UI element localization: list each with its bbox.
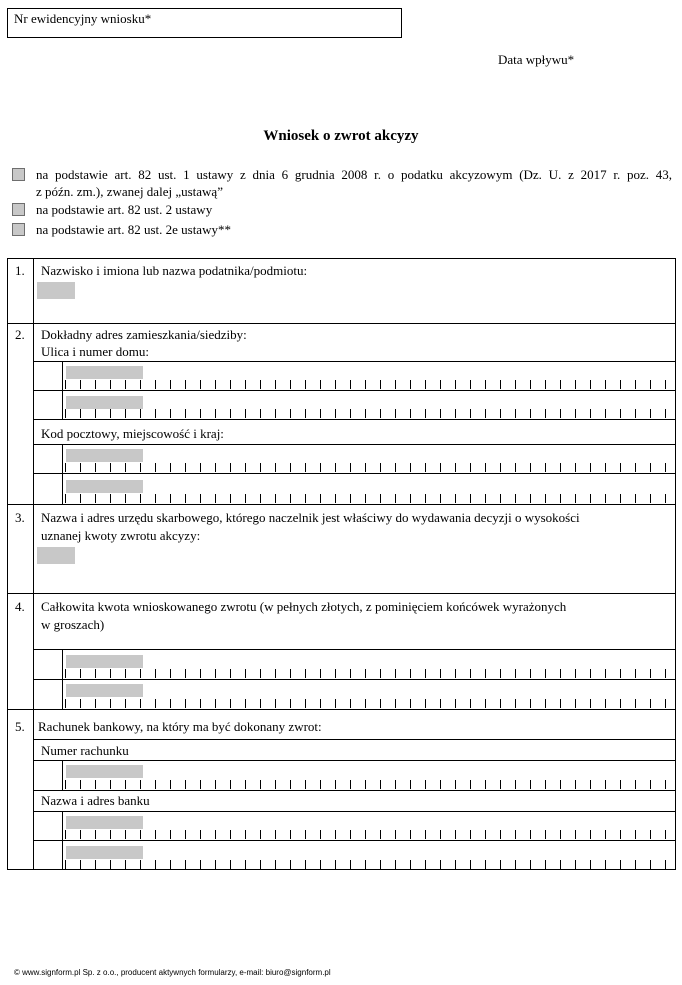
char-ticks xyxy=(65,860,673,869)
divider xyxy=(7,593,676,594)
postal-city-label: Kod pocztowy, miejscowość i kraj: xyxy=(41,426,224,441)
char-ticks xyxy=(65,780,673,789)
street-input-1[interactable] xyxy=(66,366,143,379)
page-title: Wniosek o zwrot akcyzy xyxy=(263,128,419,144)
divider xyxy=(62,760,63,790)
section-1-number: 1. xyxy=(15,263,25,278)
option-3-checkbox[interactable] xyxy=(12,223,25,236)
postal-city-input-1[interactable] xyxy=(66,449,143,462)
street-input-2[interactable] xyxy=(66,396,143,409)
refund-amount-input-2[interactable] xyxy=(66,684,143,697)
char-ticks xyxy=(65,463,673,472)
divider xyxy=(33,739,676,740)
divider xyxy=(33,840,676,841)
divider xyxy=(7,504,676,505)
option-1-label-line1: na podstawie art. 82 ust. 1 ustawy z dnia 6 grudnia 2008 r. o podatku akcyzowym (Dz. U. z 2017 r. poz. 43, xyxy=(36,167,672,182)
option-2-label: na podstawie art. 82 ust. 2 ustawy xyxy=(36,202,213,217)
account-number-label: Numer rachunku xyxy=(41,743,129,758)
option-1-label-line2: z późn. zm.), zwanej dalej „ustawą” xyxy=(36,184,223,199)
char-ticks xyxy=(65,494,673,503)
section-5-label: Rachunek bankowy, na który ma być dokonany zwrot: xyxy=(38,719,322,734)
option-3-label: na podstawie art. 82 ust. 2e ustawy** xyxy=(36,222,231,237)
account-number-input[interactable] xyxy=(66,765,143,778)
nr-ewidencyjny-label: Nr ewidencyjny wniosku* xyxy=(14,11,152,26)
divider xyxy=(33,390,676,391)
char-ticks xyxy=(65,669,673,678)
divider xyxy=(33,361,676,362)
section-4-label-line2: w groszach) xyxy=(41,617,105,632)
refund-amount-input-1[interactable] xyxy=(66,655,143,668)
bank-name-input-2[interactable] xyxy=(66,846,143,859)
char-ticks xyxy=(65,380,673,389)
tax-office-input[interactable] xyxy=(37,547,75,564)
divider xyxy=(7,323,676,324)
divider xyxy=(33,760,676,761)
section-5-number: 5. xyxy=(15,719,25,734)
postal-city-input-2[interactable] xyxy=(66,480,143,493)
street-label: Ulica i numer domu: xyxy=(41,344,149,359)
divider xyxy=(33,811,676,812)
footer-text: © www.signform.pl Sp. z o.o., producent aktywnych formularzy, e-mail: biuro@signform.pl xyxy=(14,968,331,977)
section-2-number: 2. xyxy=(15,327,25,342)
section-1-label: Nazwisko i imiona lub nazwa podatnika/podmiotu: xyxy=(41,263,308,278)
divider xyxy=(33,419,676,420)
divider xyxy=(33,790,676,791)
bank-name-input-1[interactable] xyxy=(66,816,143,829)
section-3-number: 3. xyxy=(15,510,25,525)
taxpayer-name-input[interactable] xyxy=(37,282,75,299)
section-3-label-line1: Nazwa i adres urzędu skarbowego, którego naczelnik jest właściwy do wydawania decyzji o wysokości xyxy=(41,510,580,525)
number-column-divider xyxy=(33,258,34,870)
option-2-checkbox[interactable] xyxy=(12,203,25,216)
divider xyxy=(62,444,63,504)
section-4-label-line1: Całkowita kwota wnioskowanego zwrotu (w pełnych złotych, z pominięciem końcówek wyrażonych xyxy=(41,599,567,614)
data-wplywu-label: Data wpływu* xyxy=(498,52,575,67)
char-ticks xyxy=(65,699,673,708)
nr-ewidencyjny-field[interactable] xyxy=(7,8,402,38)
divider xyxy=(7,709,676,710)
char-ticks xyxy=(65,409,673,418)
section-4-number: 4. xyxy=(15,599,25,614)
option-1-checkbox[interactable] xyxy=(12,168,25,181)
divider xyxy=(33,444,676,445)
section-2-label: Dokładny adres zamieszkania/siedziby: xyxy=(41,327,247,342)
divider xyxy=(33,649,676,650)
divider xyxy=(33,473,676,474)
divider xyxy=(62,649,63,709)
bank-name-label: Nazwa i adres banku xyxy=(41,793,150,808)
divider xyxy=(62,811,63,870)
char-ticks xyxy=(65,830,673,839)
divider xyxy=(33,679,676,680)
section-3-label-line2: uznanej kwoty zwrotu akcyzy: xyxy=(41,528,201,543)
divider xyxy=(62,361,63,419)
